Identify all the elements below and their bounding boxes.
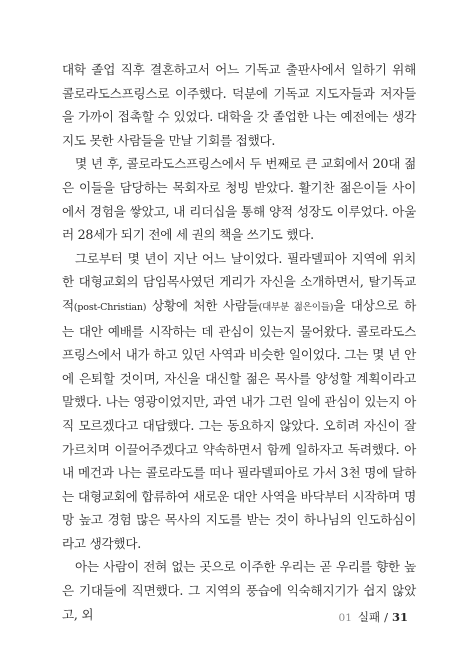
post-christian-note: (post-Christian) [73, 301, 147, 313]
young-people-note: (대부분 젊은이들) [258, 301, 334, 313]
page-number: 31 [391, 610, 408, 624]
paragraph-3-part-1: 그로부터 몇 년이 지난 어느 날이었다. 필라델피아 지역에 위치한 대형교회의 담임목사였던 게리가 자신을 소개하면서, 탈기독교적 [62, 250, 416, 313]
chapter-number: 01 [338, 612, 352, 624]
paragraph-1: 대학 졸업 직후 결혼하고서 어느 기독교 출판사에서 일하기 위해 콜로라도스프링스로 이주했다. 덕분에 기독교 지도자들과 저자들을 가까이 접촉할 수 있었다. 대학을 갓 졸업한 나는 예전에는 생각지도 못한 사람들을 만날 기회를 접했다. [62, 62, 416, 148]
footer-separator: / [384, 610, 388, 624]
page-footer [0, 609, 408, 625]
paragraph-4: 아는 사람이 전혀 없는 곳으로 이주한 우리는 곧 우리를 향한 높은 기대들에 직면했다. 그 지역의 풍습에 익숙해지기가 쉽지 않았고, 외 [62, 559, 416, 622]
paragraph-3 [62, 247, 416, 556]
paragraph-3-part-3: 을 대상으로 하는 대안 예배를 시작하는 데 관심이 있는지 물어왔다. 콜로라도스프링스에서 내가 하고 있던 사역과 비슷한 일이었다. 그는 몇 년 안에 은퇴할 것이며, 자신을 대신할 젊은 목사를 양성할 계획이라고 말했다. 나는 영광이었지만, 과연 내가 그런 일에 관심이 있는지 아직 모르겠다고 대답했다. 그는 동요하지 않았다. 오히려 자신이 잘 가르치며 이끌어주겠다고 약속하면서 함께 일하자고 독려했다. 아내 메건과 나는 콜로라도를 떠나 필라델피아로 가서 3천 명에 달하는 대형교회에 합류하여 새로운 대안 사역을 바닥부터 시작하며 명망 높고 경험 많은 목사의 지도를 받는 것이 하나님의 인도하심이라고 생각했다. [62, 297, 417, 551]
paragraph-2: 몇 년 후, 콜로라도스프링스에서 두 번째로 큰 교회에서 20대 젊은 이들을 담당하는 목회자로 청빙 받았다. 활기찬 젊은이들 사이에서 경험을 쌓았고, 내 리더십을 통해 양적 성장도 이루었다. 아울러 28세가 되기 전에 세 권의 책을 쓰기도 했다. [62, 156, 416, 243]
body-text [62, 58, 416, 626]
paragraph-3-part-2: 상황에 처한 사람들 [146, 297, 259, 313]
chapter-title: 실패 [357, 610, 381, 624]
